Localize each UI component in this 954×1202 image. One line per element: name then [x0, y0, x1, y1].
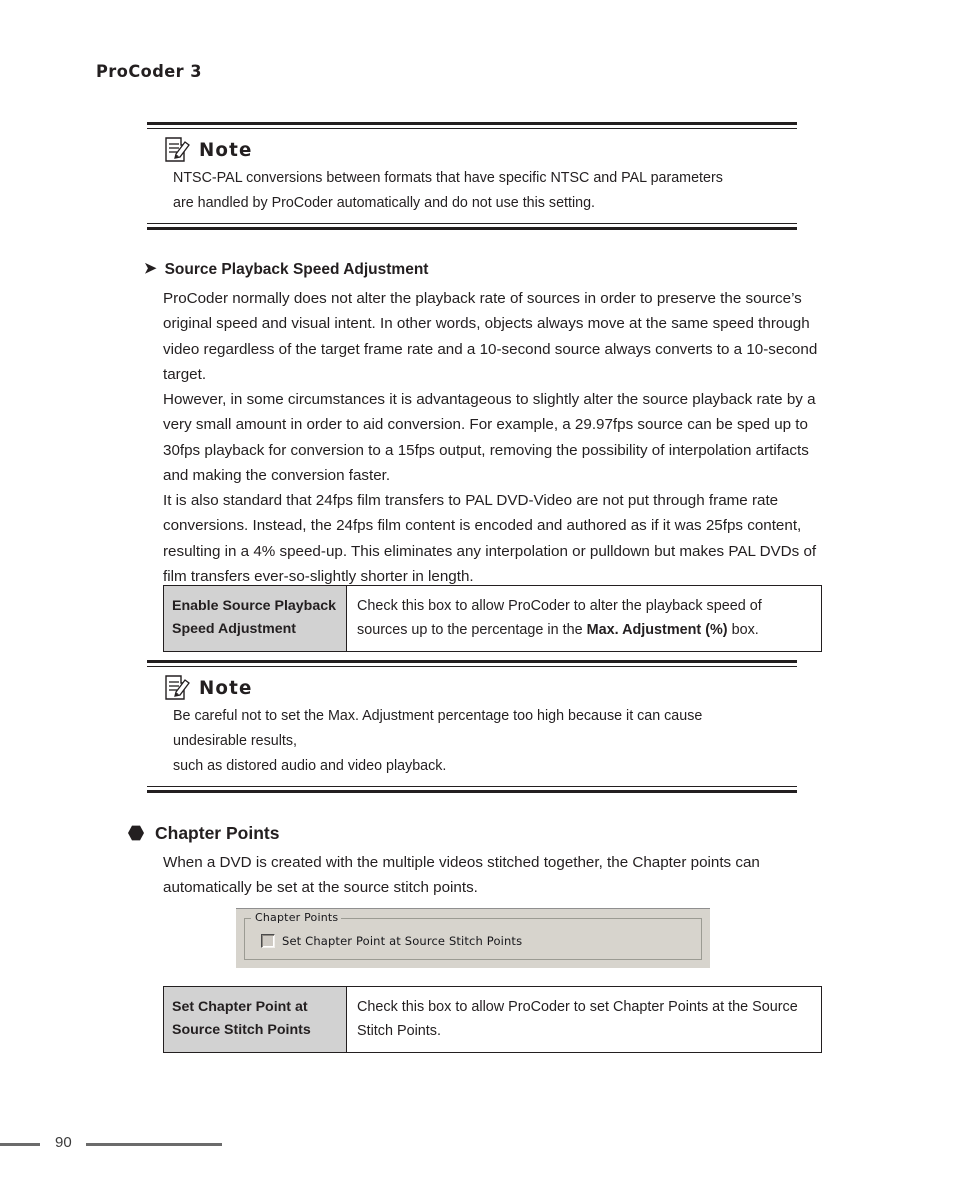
desc-text-before: Check this box to allow ProCoder to set Chapter Points at the Source Stitch Points. [357, 999, 798, 1039]
desc-text-after: box. [727, 621, 759, 638]
note-body [147, 163, 797, 227]
note-line: NTSC-PAL conversions between formats that have specific NTSC and PAL parameters [173, 170, 723, 186]
screenshot-chapter-points-dialog [236, 908, 710, 968]
table-row-label: Enable Source Playback Speed Adjustment [164, 586, 347, 651]
note-title: Note [199, 676, 253, 699]
note-title: Note [199, 138, 253, 161]
page-number: 90 [55, 1134, 72, 1151]
note-header [147, 125, 797, 163]
footer-rule-right [86, 1143, 222, 1146]
note-line: undesirable results, [173, 733, 297, 749]
note-pencil-document-icon [164, 674, 190, 701]
table-row-label: Set Chapter Point at Source Stitch Points [164, 987, 347, 1052]
set-chapter-point-checkbox[interactable] [261, 934, 275, 948]
checkbox-row-set-chapter-point[interactable] [261, 934, 522, 948]
desc-text-bold: Max. Adjustment (%) [586, 621, 728, 638]
desc-text-before: Check this box to allow ProCoder to alter the playback speed of sources up to the percentage in the [357, 598, 762, 638]
note-line: such as distored audio and video playback. [173, 758, 447, 774]
hexagon-bullet-icon [128, 825, 144, 841]
note-line: Be careful not to set the Max. Adjustment percentage too high because it can cause [173, 708, 703, 724]
heading-text: Chapter Points [155, 823, 280, 843]
paragraph-playback-rate-preserve: ProCoder normally does not alter the playback rate of sources in order to preserve the source’s original speed and visual intent. In other words, objects always move at the same speed through video regardless of the target frame rate and a 10-second source always converts to a 10-second target. [163, 290, 818, 383]
groupbox-chapter-points [244, 911, 702, 960]
set-chapter-point-checkbox-label[interactable]: Set Chapter Point at Source Stitch Points [282, 934, 523, 948]
table-set-chapter-point [163, 986, 822, 1053]
note-box-ntsc-pal [147, 122, 797, 230]
paragraph-chapter-points-intro: When a DVD is created with the multiple videos stitched together, the Chapter points can automatically be set at the source stitch points. [163, 854, 760, 897]
heading-chapter-points [128, 823, 279, 844]
note-box-max-adjustment [147, 660, 797, 793]
note-body [147, 701, 797, 790]
paragraph-slightly-alter-source: However, in some circumstances it is advantageous to slightly alter the source playback rate by a very small amount in order to aid conversion. For example, a 29.97fps source can be sped up to 30fps playback for conversion to a 15fps output, removing the possibility of interpolation artifacts and making the conversion faster. [163, 391, 816, 484]
note-pencil-document-icon [164, 136, 190, 163]
table-enable-source-playback [163, 585, 822, 652]
page-footer [0, 1134, 954, 1154]
table-row-description [347, 987, 821, 1052]
groupbox-border-left [245, 918, 251, 919]
footer-rule-left [0, 1143, 40, 1146]
note-line: are handled by ProCoder automatically and do not use this setting. [173, 195, 596, 211]
groupbox-border-right [333, 918, 701, 919]
note-header [147, 663, 797, 701]
paragraph-24fps-pal-transfer: It is also standard that 24fps film transfers to PAL DVD-Video are not put through frame rate conversions. Instead, the 24fps film content is encoded and authored as if it was 25fps content, resulting in a 4% speed-up. This eliminates any interpolation or pulldown but makes PAL DVDs of film transfers ever-so-slightly shorter in length. [163, 492, 817, 585]
table-row-description [347, 586, 821, 651]
heading-text: Source Playback Speed Adjustment [164, 261, 429, 278]
heading-source-playback-speed-adjustment [144, 261, 428, 279]
groupbox-title: Chapter Points [252, 911, 341, 924]
arrow-bullet-icon: ➤ [144, 260, 157, 277]
page-running-header: ProCoder 3 [96, 62, 202, 82]
